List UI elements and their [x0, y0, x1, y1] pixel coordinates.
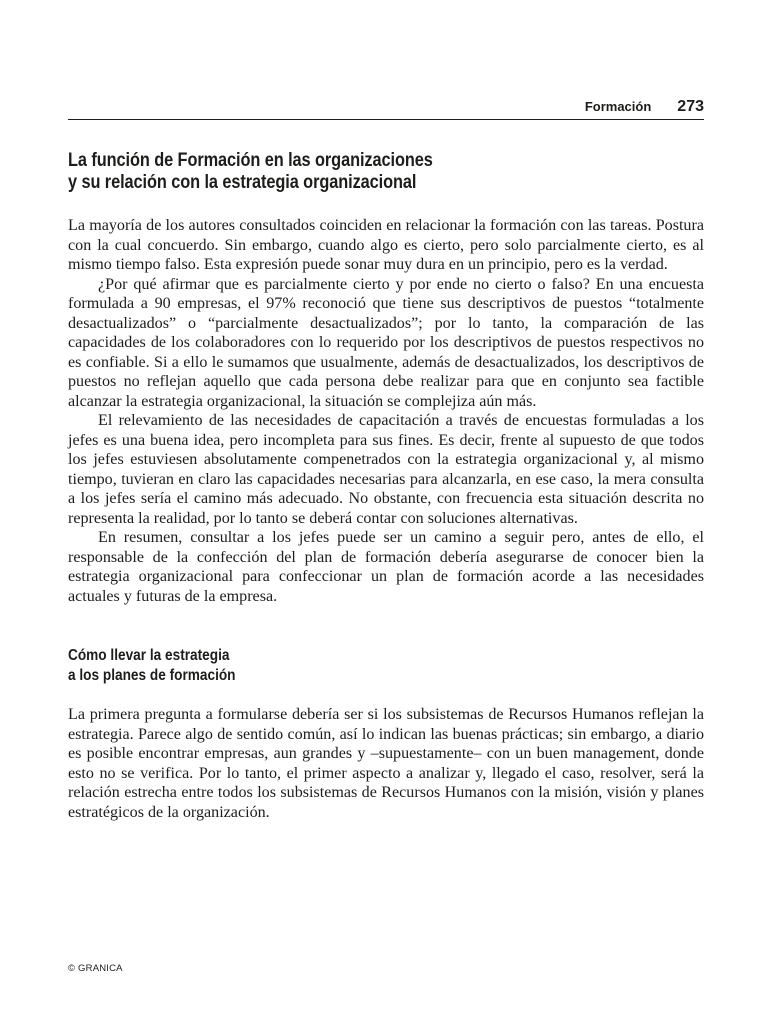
page-content: [68, 150, 704, 822]
paragraph-3: El relevamiento de las necesidades de capacitación a través de encuestas formuladas a los jefes es una buena idea, pero incompleta para sus fines. Es decir, frente al supuesto de que todos los jefes estuviesen absolutamente compenetrados con la estrategia organizacional y, al mismo tiempo, tuvieran en claro las capacidades necesarias para alcanzarla, en ese caso, la mera consulta a los jefes sería el camino más adecuado. No obstante, con frecuencia esta situación descrita no representa la realidad, por lo tanto se deberá contar con soluciones alternativas.: [68, 412, 704, 527]
chapter-title: [68, 150, 702, 194]
section-paragraph-1: La primera pregunta a formularse debería ser si los subsistemas de Recursos Humanos reflejan la estrategia. Parece algo de sentido común, así lo indican las buenas prácticas; sin embargo, a diario es posible encontrar empresas, aun grandes y –supuestamente– con un buen management, donde esto no se verifica. Por lo tanto, el primer aspecto a analizar y, llegado el caso, resolver, será la relación estrecha entre todos los subsistemas de Recursos Humanos con la misión, visión y planes estratégicos de la organización.: [68, 706, 704, 821]
publisher-footer: © GRANICA: [68, 963, 123, 974]
paragraph-4: En resumen, consultar a los jefes puede ser un camino a seguir pero, antes de ello, el responsable de la confección del plan de formación debería asegurarse de conocer bien la estrategia organizacional para confeccionar un plan de formación acorde a las necesidades actuales y futuras de la empresa.: [68, 529, 704, 605]
section-title-line-2: a los planes de formación: [68, 666, 236, 684]
running-header: [68, 96, 704, 120]
paragraph-1: La mayoría de los autores consultados coinciden en relacionar la formación con las tareas. Postura con la cual concuerdo. Sin embargo, cuando algo es cierto, pero solo parcialmente cierto, es al mismo tiempo falso. Esta expresión puede sonar muy dura en un principio, pero es la verdad.: [68, 217, 704, 273]
paragraph-2: ¿Por qué afirmar que es parcialmente cierto y por ende no cierto o falso? En una encuesta formulada a 90 empresas, el 97% reconoció que tiene sus descriptivos de puestos “totalmente desactualizados” o “parcialmente desactualizados”; por lo tanto, la comparación de las capacidades de los colaboradores con lo requerido por los descriptivos de puestos respectivos no es confiable. Si a ello le sumamos que usualmente, además de desactualizados, los descriptivos de puestos no reflejan aquello que cada persona debe realizar para que en conjunto sea factible alcanzar la estrategia organizacional, la situación se complejiza aún más.: [68, 275, 704, 410]
running-header-section: Formación: [584, 99, 652, 114]
chapter-title-line-1: La función de Formación en las organizaciones: [68, 150, 433, 171]
page-number: 273: [677, 98, 704, 115]
section-title-line-1: Cómo llevar la estrategia: [68, 647, 230, 664]
section-title: [68, 646, 706, 685]
chapter-title-line-2: y su relación con la estrategia organizacional: [68, 172, 417, 193]
